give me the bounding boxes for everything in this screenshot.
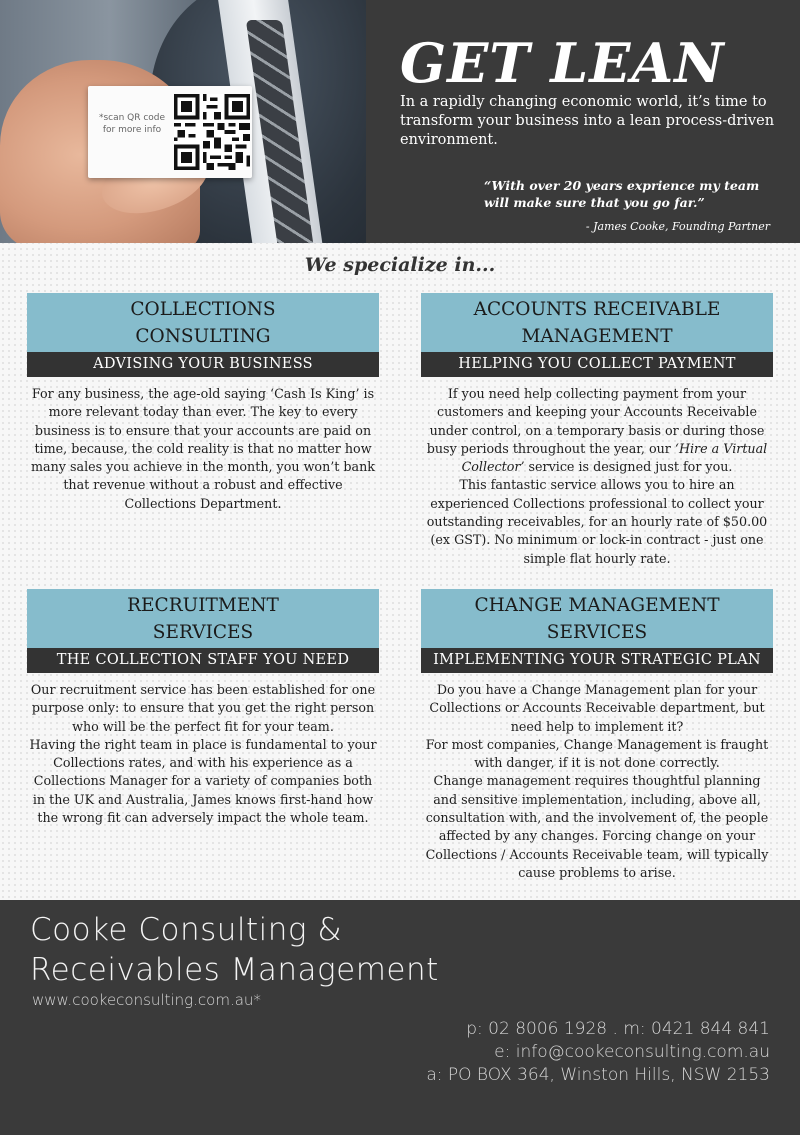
businessman-photo: [0, 0, 366, 243]
phone-numbers[interactable]: p: 02 8006 1928 . m: 0421 844 841: [466, 1019, 770, 1039]
intro-text: In a rapidly changing economic world, it’s time to transform your business into a lean process-driven environment.: [400, 94, 775, 148]
service-title: ACCOUNTS RECEIVABLE MANAGEMENT: [421, 293, 773, 352]
service-title: COLLECTIONS CONSULTING: [27, 293, 379, 352]
hero-banner: [0, 0, 800, 243]
service-subtitle: HELPING YOU COLLECT PAYMENT: [421, 352, 773, 377]
qr-code-icon[interactable]: [174, 94, 250, 170]
hire-virtual-collector-name: ‘Hire a Virtual Collector’: [461, 440, 768, 475]
service-collections-consulting: [27, 293, 379, 513]
headline: GET LEAN: [400, 31, 725, 95]
service-accounts-receivable: [421, 293, 773, 568]
service-description: Our recruitment service has been established for one purpose only: to ensure that you get the right person who will be the perfect fit for your team. Having the right team in place is fundamental to your Collections rates, and with his experience as a Collections Manager for a variety of companies both in the UK and Australia, James knows first-hand how the wrong fit can adversely impact the whole team.: [29, 682, 377, 826]
testimonial-quote: “With over 20 years exprience my team will make sure that you go far.”: [484, 178, 760, 210]
quote-attribution: - James Cooke, Founding Partner: [585, 220, 770, 233]
service-change-management: [421, 589, 773, 882]
service-subtitle: THE COLLECTION STAFF YOU NEED: [27, 648, 379, 673]
service-recruitment: [27, 589, 379, 827]
service-description: Do you have a Change Management plan for your Collections or Accounts Receivable department, but need help to implement it? For most companies, Change Management is fraught with danger, if it is not done correctly. Change management requires thoughtful planning and sensitive implementation, including, above all, consultation with, and the involvement of, the people affected by any changes. Forcing change on your Collections / Accounts Receivable team, will typically cause problems to arise.: [425, 682, 769, 880]
company-name: Cooke Consulting & Receivables Management: [30, 912, 439, 988]
email-address[interactable]: e: info@cookeconsulting.com.au: [494, 1042, 770, 1062]
website-link[interactable]: www.cookeconsulting.com.au*: [32, 991, 261, 1009]
card-note: *scan QR code for more info: [98, 113, 166, 135]
service-title: RECRUITMENT SERVICES: [27, 589, 379, 648]
postal-address: a: PO BOX 364, Winston Hills, NSW 2153: [426, 1065, 770, 1085]
specialize-heading: We specialize in...: [304, 254, 496, 276]
service-description: For any business, the age-old saying ‘Cash Is King’ is more relevant today than ever. The key to every business is to ensure that your accounts are paid on time, because, the cold reality is that no matter how many sales you achieve in the month, you won’t bank that revenue without a robust and effective Collections Department.: [31, 386, 375, 511]
service-description: If you need help collecting payment from your customers and keeping your Accounts Receivable under control, on a temporary basis or during those busy periods throughout the year, our ‘Hire a Virtual Collector’ service is designed just for you. This fantastic service allows you to hire an experienced Collections professional to collect your outstanding receivables, for an hourly rate of $50.00 (ex GST). No minimum or lock-in contract - just one simple flat hourly rate.: [426, 386, 768, 566]
business-card: [88, 86, 252, 178]
service-title: CHANGE MANAGEMENT SERVICES: [421, 589, 773, 648]
service-subtitle: ADVISING YOUR BUSINESS: [27, 352, 379, 377]
contact-details: [426, 1018, 770, 1087]
footer: [0, 900, 800, 1135]
service-subtitle: IMPLEMENTING YOUR STRATEGIC PLAN: [421, 648, 773, 673]
